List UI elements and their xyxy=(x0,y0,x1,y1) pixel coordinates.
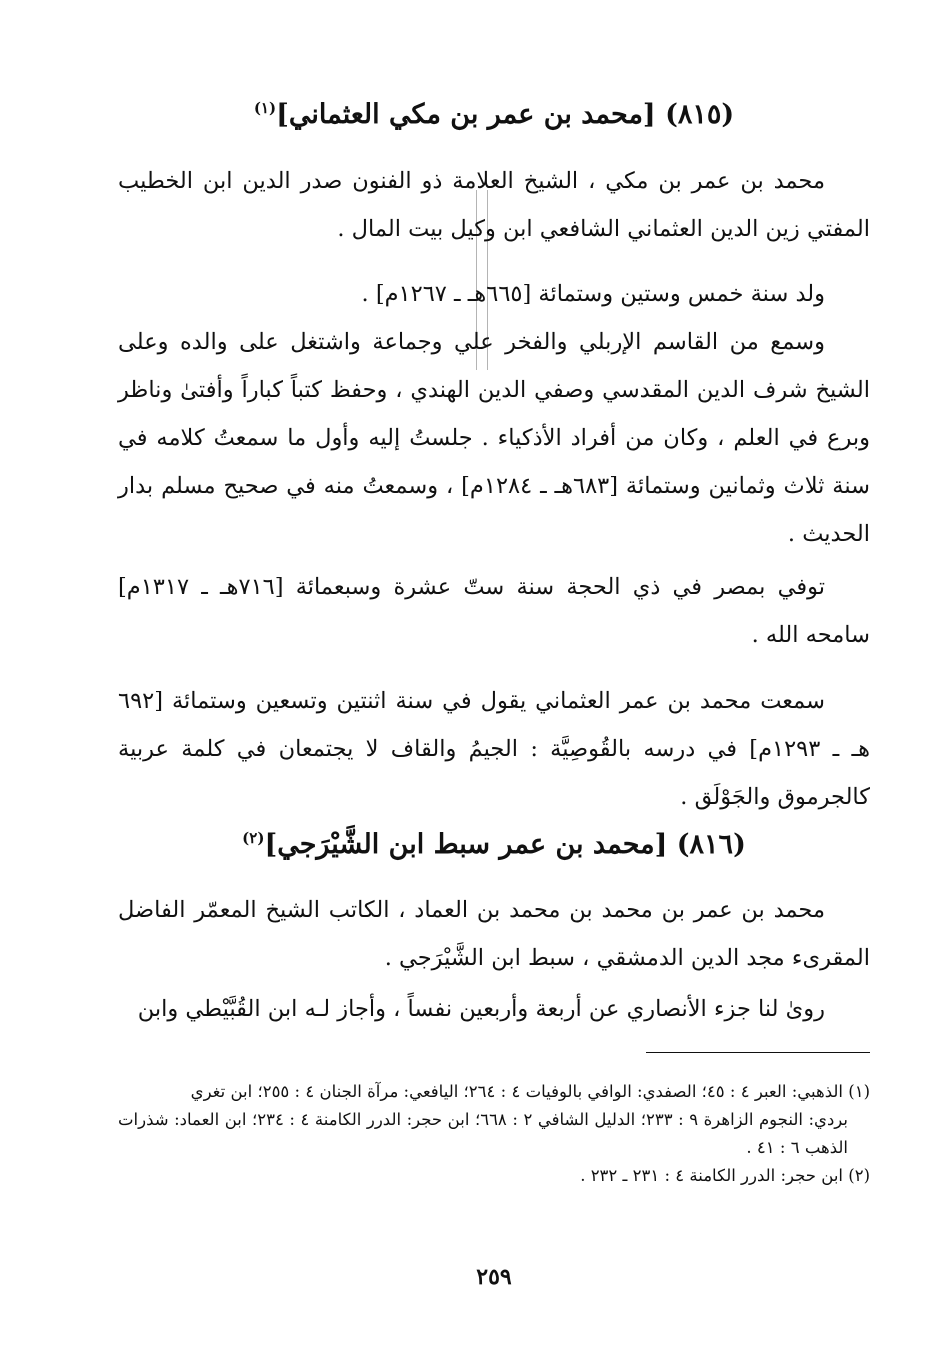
footnote-1 xyxy=(118,1078,870,1162)
paragraph-text: ولد سنة خمس وستين وستمائة [٦٦٥هـ ـ ١٢٦٧م] . xyxy=(361,281,825,307)
paragraph xyxy=(118,677,870,821)
paragraph-text: سمعت محمد بن عمر العثماني يقول في سنة اثنتين وتسعين وستمائة [٦٩٢ هـ ـ ١٢٩٣م] في درسه بالقُوصِيَّة : الجيمُ والقاف لا يجتمعان في كلمة عربية كالجرموق والجَوْلَق . xyxy=(118,688,870,810)
footnote-ref: (١) xyxy=(253,99,277,117)
paragraph-text: محمد بن عمر بن مكي ، الشيخ العلامة ذو الفنون صدر الدين ابن الخطيب المفتي زين الدين العثماني الشافعي ابن وكيل بيت المال . xyxy=(118,168,870,242)
book-page xyxy=(118,0,870,1372)
paragraph-text: توفي بمصر في ذي الحجة سنة ستّ عشرة وسبعمائة [٧١٦هـ ـ ١٣١٧م] سامحه الله . xyxy=(118,574,870,648)
paragraph xyxy=(118,985,870,1033)
entry-heading-text: (٨١٥) [محمد بن عمر بن مكي العثماني] xyxy=(276,99,735,130)
entry-heading-815 xyxy=(118,95,870,135)
footnote-divider xyxy=(646,1052,870,1053)
entry-heading-816 xyxy=(118,825,870,865)
paragraph xyxy=(118,157,870,253)
entry-heading-text: (٨١٦) [محمد بن عمر سبط ابن الشَّيْرَجي] xyxy=(264,829,746,860)
footnote-2 xyxy=(118,1162,870,1190)
footnote-text: (١) الذهبي: العبر ٤ : ٤٥؛ الصفدي: الوافي بالوفيات ٤ : ٢٦٤؛ اليافعي: مرآة الجنان ٤ : ٢٥٥؛ ابن تغري xyxy=(190,1082,870,1101)
footnote-ref: (٢) xyxy=(242,829,265,847)
paragraph-text: روىٰ لنا جزء الأنصاري عن أربعة وأربعين نفساً ، وأجاز لـه ابن القُبَّيْطي وابن xyxy=(137,996,825,1022)
footnotes xyxy=(118,1078,870,1190)
paragraph xyxy=(118,563,870,659)
paragraph xyxy=(118,318,870,558)
paragraph xyxy=(118,886,870,982)
footnote-text: (٢) ابن حجر: الدرر الكامنة ٤ : ٢٣١ ـ ٢٣٢ . xyxy=(580,1166,870,1185)
footnote-text-continued: بردي: النجوم الزاهرة ٩ : ٢٣٣؛ الدليل الشافي ٢ : ٦٦٨؛ ابن حجر: الدرر الكامنة ٤ : ٢٣٤؛ ابن العماد: شذرات الذهب ٦ : ٤١ . xyxy=(118,1110,848,1157)
paragraph xyxy=(118,270,870,318)
paragraph-text: وسمع من القاسم الإربلي والفخر علي وجماعة واشتغل على والده وعلى الشيخ شرف الدين المقدسي وصفي الدين الهندي ، وحفظ كتباً كباراً وأفتىٰ وناظر وبرع في العلم ، وكان من أفراد الأذكياء . جلستُ إليه وأول ما سمعتُ كلامه في سنة ثلاث وثمانين وستمائة [٦٨٣هـ ـ ١٢٨٤م] ، وسمعتُ منه في صحيح مسلم بدار الحديث . xyxy=(118,329,870,547)
paragraph-text: محمد بن عمر بن محمد بن محمد بن العماد ، الكاتب الشيخ المعمّر الفاضل المقرىء مجد الدين الدمشقي ، سبط ابن الشَّيْرَجي . xyxy=(118,897,870,971)
page-number: ٢٥٩ xyxy=(476,1264,512,1290)
